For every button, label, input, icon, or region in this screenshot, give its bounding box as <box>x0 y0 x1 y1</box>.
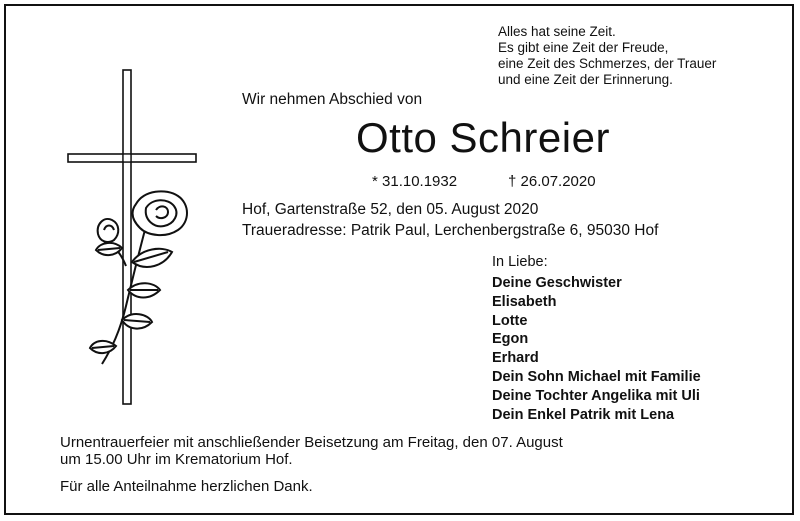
mourner-name: Dein Sohn Michael mit Familie <box>492 368 701 385</box>
mourner-name: Egon <box>492 331 529 348</box>
birth-date: * 31.10.1932 <box>372 173 458 190</box>
ceremony-info <box>60 434 563 468</box>
mourner-name: Erhard <box>492 350 539 367</box>
poem-line: Es gibt eine Zeit der Freude, <box>498 40 669 55</box>
deceased-name: Otto Schreier <box>356 114 610 161</box>
mourner-name: Dein Enkel Patrik mit Lena <box>492 406 675 423</box>
mourners-label: In Liebe: <box>492 254 548 270</box>
mourner-name: Deine Tochter Angelika mit Uli <box>492 387 700 404</box>
mourning-address: Traueradresse: Patrik Paul, Lerchenbergstraße 6, 95030 Hof <box>242 222 659 239</box>
mourner-name: Elisabeth <box>492 293 557 310</box>
ceremony-line: um 15.00 Uhr im Krematorium Hof. <box>60 451 293 468</box>
mourners-list <box>492 274 701 424</box>
thanks-text: Für alle Anteilnahme herzlichen Dank. <box>60 478 313 495</box>
place-date: Hof, Gartenstraße 52, den 05. August 2020 <box>242 201 539 218</box>
poem-line: eine Zeit des Schmerzes, der Trauer <box>498 56 717 71</box>
intro-text: Wir nehmen Abschied von <box>242 91 423 108</box>
rose-icon <box>86 186 196 368</box>
mourner-name: Lotte <box>492 312 528 329</box>
death-date: † 26.07.2020 <box>508 173 596 190</box>
mourner-name: Deine Geschwister <box>492 275 622 291</box>
poem-line: Alles hat seine Zeit. <box>498 24 616 39</box>
poem <box>498 24 716 88</box>
ceremony-line: Urnentrauerfeier mit anschließender Beisetzung am Freitag, den 07. August <box>60 434 563 451</box>
poem-line: und eine Zeit der Erinnerung. <box>498 72 673 87</box>
